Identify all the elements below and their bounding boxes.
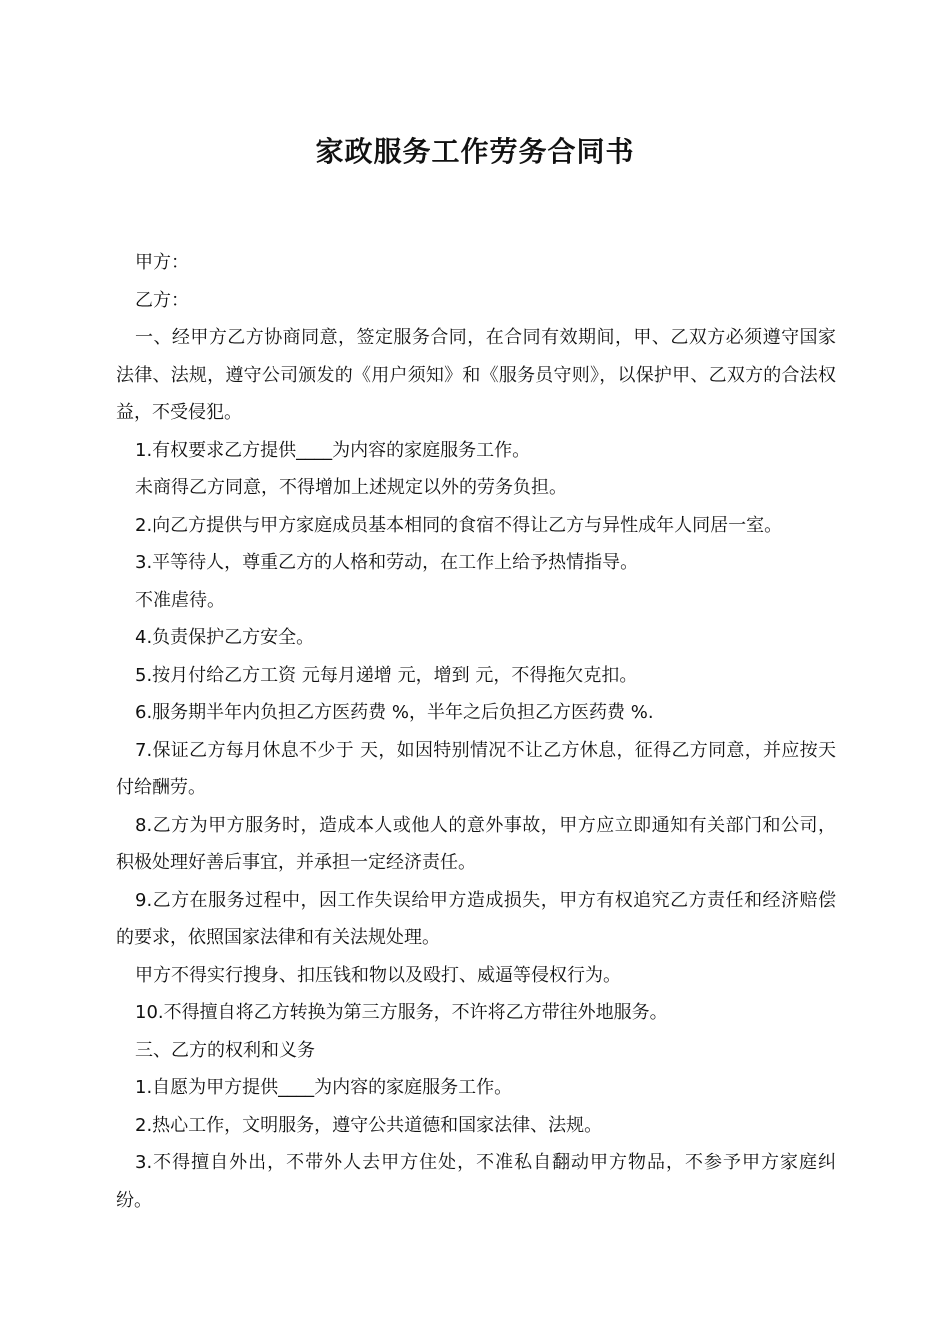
party-a-note-1: 未商得乙方同意，不得增加上述规定以外的劳务负担。 xyxy=(135,477,567,498)
party-b-item-3: 3.不得擅自外出，不带外人去甲方住处，不准私自翻动甲方物品，不参予甲方家庭纠纷。 xyxy=(116,1152,836,1211)
party-b-item-2: 2.热心工作，文明服务，遵守公共道德和国家法律、法规。 xyxy=(135,1114,603,1136)
party-a-line: 甲方： xyxy=(135,252,189,273)
party-a-item-9: 9.乙方在服务过程中，因工作失误给甲方造成损失，甲方有权追究乙方责任和经济赔偿的要求，依照国家法律和有关法规处理。 xyxy=(116,889,836,948)
document-title: 家政服务工作劳务合同书 xyxy=(315,135,635,168)
party-a-item-6: 6.服务期半年内负担乙方医药费 %，半年之后负担乙方医药费 %. xyxy=(135,702,654,723)
section-three-heading: 三、乙方的权利和义务 xyxy=(135,1039,315,1061)
party-a-item-2: 2.向乙方提供与甲方家庭成员基本相同的食宿不得让乙方与异性成年人同居一室。 xyxy=(135,514,783,536)
party-a-item-3: 3.平等待人，尊重乙方的人格和劳动，在工作上给予热情指导。 xyxy=(135,552,639,573)
party-a-note-9: 甲方不得实行搜身、扣压钱和物以及殴打、威逼等侵权行为。 xyxy=(135,964,621,986)
party-b-item-1: 1.自愿为甲方提供____为内容的家庭服务工作。 xyxy=(135,1077,513,1098)
party-b-line: 乙方： xyxy=(135,289,189,311)
clause-one-paragraph: 一、经甲方乙方协商同意，签定服务合同，在合同有效期间，甲、乙双方必须遵守国家法律、法规，遵守公司颁发的《用户须知》和《服务员守则》，以保护甲、乙双方的合法权益，不受侵犯。 xyxy=(116,327,836,423)
party-a-item-10: 10.不得擅自将乙方转换为第三方服务，不许将乙方带往外地服务。 xyxy=(135,1002,668,1023)
party-a-item-7: 7.保证乙方每月休息不少于 天，如因特别情况不让乙方休息，征得乙方同意，并应按天付给酬劳。 xyxy=(116,739,836,798)
party-a-item-4: 4.负责保护乙方安全。 xyxy=(135,627,315,648)
party-a-item-1: 1.有权要求乙方提供____为内容的家庭服务工作。 xyxy=(135,439,531,461)
document-body xyxy=(116,244,836,1219)
party-a-item-5: 5.按月付给乙方工资 元每月递增 元，增到 元，不得拖欠克扣。 xyxy=(135,664,638,686)
party-a-item-8: 8.乙方为甲方服务时，造成本人或他人的意外事故，甲方应立即通知有关部门和公司，积极处理好善后事宜，并承担一定经济责任。 xyxy=(116,814,836,873)
party-a-note-3: 不准虐待。 xyxy=(135,589,225,611)
